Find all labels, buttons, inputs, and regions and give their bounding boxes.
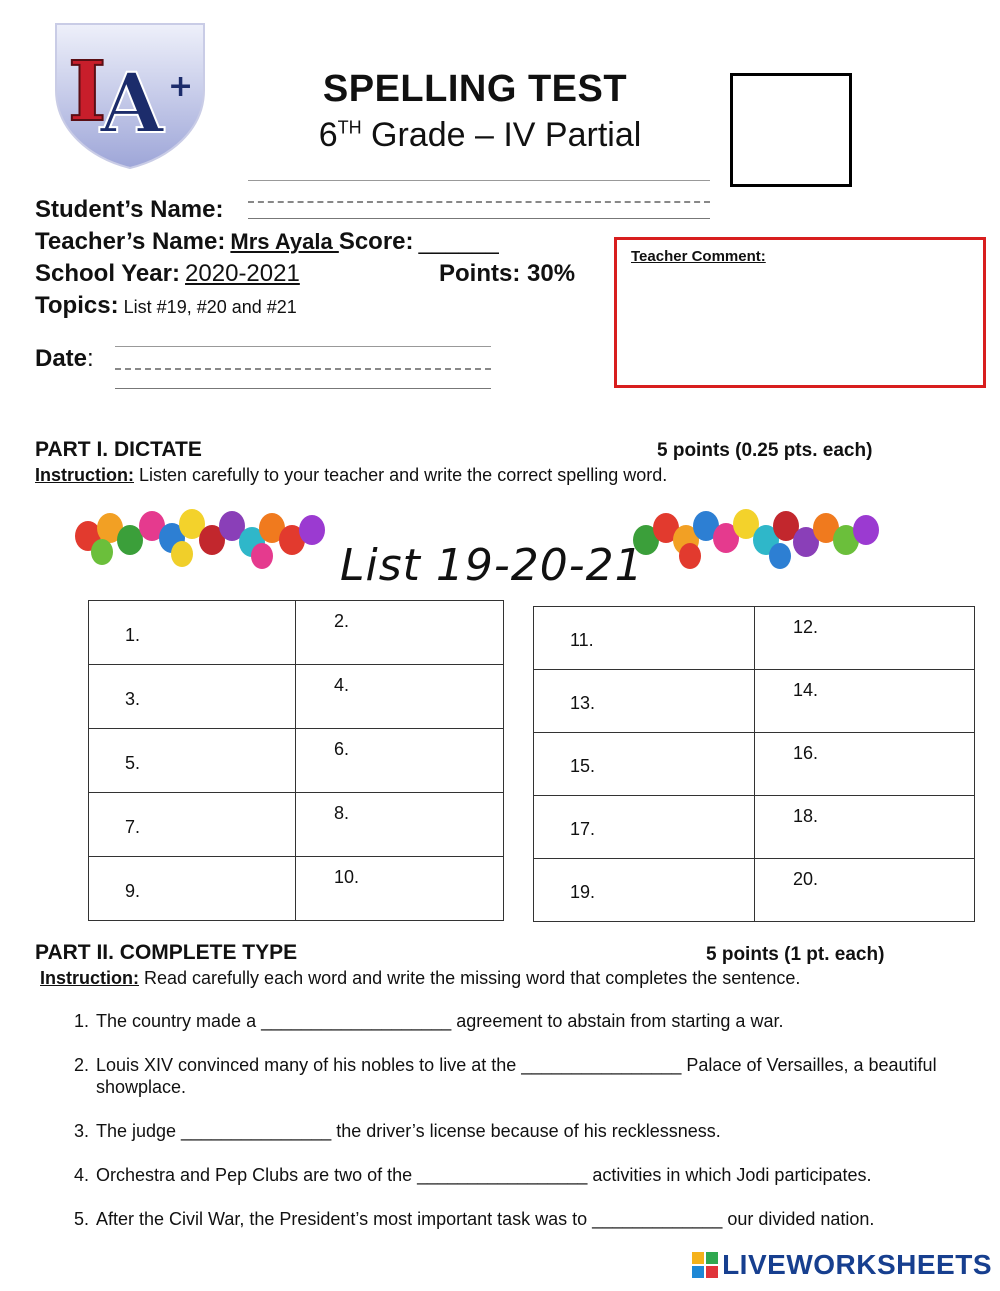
item-number: 20. bbox=[793, 869, 819, 889]
part1-points: 5 points (0.25 pts. each) bbox=[657, 440, 873, 461]
year-value: 2020-2021 bbox=[185, 260, 300, 287]
instruction-label: Instruction: bbox=[40, 968, 139, 988]
svg-text:A: A bbox=[100, 56, 164, 152]
answer-cell[interactable] bbox=[296, 665, 504, 729]
item-number: 11. bbox=[570, 630, 594, 650]
answer-cell[interactable] bbox=[89, 601, 296, 665]
score-blank[interactable]: ______ bbox=[418, 228, 499, 255]
item-number: 8. bbox=[334, 803, 350, 823]
item-number: 13. bbox=[570, 693, 596, 713]
dictation-table-right bbox=[533, 606, 975, 922]
balloons-left-image bbox=[72, 506, 330, 584]
student-name-label: Student’s Name: bbox=[35, 196, 224, 223]
item-number: 18. bbox=[793, 806, 819, 826]
instruction-text: Read carefully each word and write the missing word that completes the sentence. bbox=[139, 968, 801, 988]
year-label: School Year: bbox=[35, 260, 180, 287]
item-number: 17. bbox=[570, 819, 596, 839]
answer-cell[interactable] bbox=[755, 796, 975, 859]
item-number: 2. bbox=[334, 611, 350, 631]
balloon-cluster bbox=[633, 509, 879, 569]
answer-cell[interactable] bbox=[534, 859, 755, 922]
sentence-item[interactable]: 4. Orchestra and Pep Clubs are two of the _________________ activities in which Jodi participates. bbox=[94, 1164, 974, 1186]
points-label: Points: 30% bbox=[439, 260, 576, 287]
item-number: 19. bbox=[570, 882, 596, 902]
date-line-bottom bbox=[115, 388, 491, 389]
instruction-text: Listen carefully to your teacher and write the correct spelling word. bbox=[134, 465, 668, 485]
list-title: List 19-20-21 bbox=[340, 540, 644, 591]
answer-cell[interactable] bbox=[755, 607, 975, 670]
svg-text:+: + bbox=[168, 69, 194, 104]
table-row bbox=[534, 859, 975, 922]
item-number: 4. bbox=[334, 675, 350, 695]
date-line-top bbox=[115, 346, 491, 347]
part1-instruction bbox=[35, 465, 667, 486]
divider-line bbox=[248, 180, 710, 181]
school-logo bbox=[50, 20, 210, 170]
table-row bbox=[89, 665, 504, 729]
score-label: Score: bbox=[338, 228, 414, 255]
score-box[interactable] bbox=[730, 73, 852, 187]
table-row bbox=[89, 601, 504, 665]
answer-cell[interactable] bbox=[89, 793, 296, 857]
item-number: 10. bbox=[334, 867, 360, 887]
item-number: 1. bbox=[125, 625, 141, 645]
teacher-comment-box[interactable] bbox=[614, 237, 986, 388]
table-row bbox=[89, 729, 504, 793]
liveworksheets-logo[interactable] bbox=[692, 1249, 992, 1281]
name-dashes bbox=[248, 201, 710, 203]
answer-cell[interactable] bbox=[296, 857, 504, 921]
answer-cell[interactable] bbox=[89, 729, 296, 793]
brand-text: LIVEWORKSHEETS bbox=[722, 1249, 992, 1280]
item-number: 7. bbox=[125, 817, 141, 837]
balloon-cluster bbox=[75, 509, 325, 569]
topics-row bbox=[35, 292, 297, 320]
table-row bbox=[534, 607, 975, 670]
answer-cell[interactable] bbox=[534, 796, 755, 859]
sentence-item[interactable]: 3. The judge _______________ the driver’s license because of his recklessness. bbox=[94, 1120, 974, 1142]
sentence-item[interactable]: 5. After the Civil War, the President’s most important task was to _____________ our divided nation. bbox=[94, 1208, 974, 1230]
answer-cell[interactable] bbox=[296, 793, 504, 857]
item-number: 5. bbox=[125, 753, 141, 773]
answer-cell[interactable] bbox=[534, 733, 755, 796]
table-row bbox=[89, 857, 504, 921]
answer-cell[interactable] bbox=[755, 733, 975, 796]
sentence-item[interactable]: 1. The country made a ___________________ agreement to abstain from starting a war. bbox=[94, 1010, 974, 1032]
answer-cell[interactable] bbox=[755, 859, 975, 922]
teacher-row bbox=[35, 228, 499, 256]
teacher-value: Mrs Ayala bbox=[230, 229, 339, 254]
year-row bbox=[35, 260, 300, 288]
answer-cell[interactable] bbox=[89, 665, 296, 729]
part1-title: PART I. DICTATE bbox=[35, 438, 202, 461]
table-row bbox=[534, 733, 975, 796]
date-colon: : bbox=[87, 345, 94, 372]
item-number: 16. bbox=[793, 743, 819, 763]
svg-text:I: I bbox=[68, 44, 107, 140]
answer-cell[interactable] bbox=[534, 670, 755, 733]
item-number: 6. bbox=[334, 739, 350, 759]
date-field[interactable] bbox=[115, 368, 491, 370]
liveworksheets-icon bbox=[692, 1252, 718, 1278]
grade-subtitle: 6TH Grade – IV Partial bbox=[318, 116, 642, 154]
topics-value: List #19, #20 and #21 bbox=[123, 297, 297, 317]
teacher-comment-label: Teacher Comment: bbox=[631, 248, 766, 265]
answer-cell[interactable] bbox=[534, 607, 755, 670]
answer-cell[interactable] bbox=[296, 729, 504, 793]
answer-cell[interactable] bbox=[296, 601, 504, 665]
item-number: 9. bbox=[125, 881, 141, 901]
item-number: 3. bbox=[125, 689, 141, 709]
part2-instruction bbox=[40, 968, 800, 989]
table-row bbox=[89, 793, 504, 857]
part2-points: 5 points (1 pt. each) bbox=[706, 944, 885, 965]
date-label: Date bbox=[35, 345, 88, 372]
sentence-item[interactable]: 2. Louis XIV convinced many of his nobles to live at the ________________ Palace of Versailles, a beautiful showplace. bbox=[94, 1054, 974, 1098]
item-number: 14. bbox=[793, 680, 819, 700]
table-row bbox=[534, 670, 975, 733]
instruction-label: Instruction: bbox=[35, 465, 134, 485]
teacher-label: Teacher’s Name: bbox=[35, 228, 226, 255]
sentence-list bbox=[62, 1010, 974, 1252]
dictation-table-left bbox=[88, 600, 504, 921]
page-title: SPELLING TEST bbox=[322, 68, 628, 110]
table-row bbox=[534, 796, 975, 859]
answer-cell[interactable] bbox=[755, 670, 975, 733]
date-row bbox=[35, 345, 94, 373]
answer-cell[interactable] bbox=[89, 857, 296, 921]
item-number: 12. bbox=[793, 617, 819, 637]
part2-title: PART II. COMPLETE TYPE bbox=[35, 941, 298, 964]
topics-label: Topics: bbox=[35, 292, 119, 319]
balloons-right-image bbox=[630, 506, 882, 584]
student-name-field[interactable] bbox=[248, 218, 710, 220]
item-number: 15. bbox=[570, 756, 596, 776]
